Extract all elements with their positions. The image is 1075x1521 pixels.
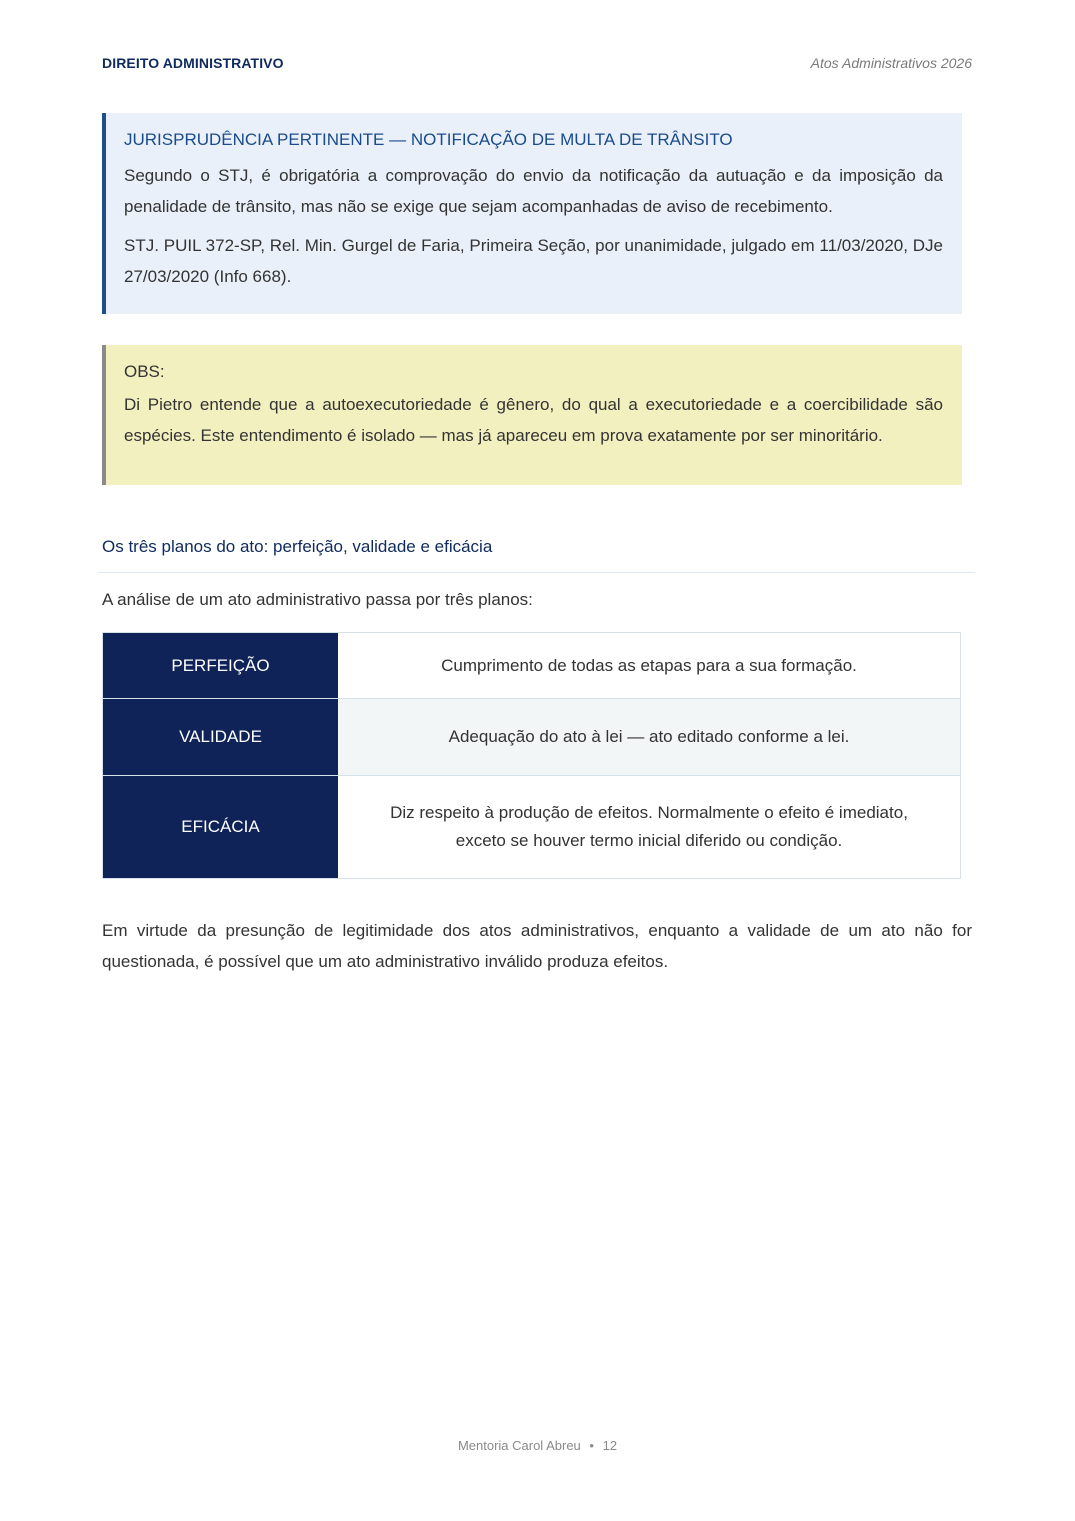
page-number: 12 <box>602 1438 618 1453</box>
plane-description-cell: Cumprimento de todas as etapas para a sua formação. <box>338 633 961 699</box>
footer-author: Mentoria Carol Abreu <box>457 1438 581 1453</box>
table-row <box>103 776 961 879</box>
plane-name-cell: EFICÁCIA <box>103 776 339 879</box>
jurisprudence-title: JURISPRUDÊNCIA PERTINENTE — NOTIFICAÇÃO DE MULTA DE TRÂNSITO <box>124 130 733 149</box>
section-divider <box>98 572 975 573</box>
obs-label: OBS: <box>124 362 165 381</box>
plane-name-cell: VALIDADE <box>103 699 339 776</box>
jurisprudence-text: Segundo o STJ, é obrigatória a comprovação do envio da notificação da autuação e da imposição da penalidade de trânsito, mas não se exige que sejam acompanhadas de aviso de recebimento. <box>124 166 943 216</box>
jurisprudence-callout <box>102 113 962 314</box>
closing-paragraph: Em virtude da presunção de legitimidade dos atos administrativos, enquanto a validade de um ato não for questionada, é possível que um ato administrativo inválido produza efeitos. <box>102 921 972 971</box>
section-title: Os três planos do ato: perfeição, validade e eficácia <box>102 537 493 556</box>
header-subject: DIREITO ADMINISTRATIVO <box>102 55 284 71</box>
table-row <box>103 699 961 776</box>
jurisprudence-reference: STJ. PUIL 372-SP, Rel. Min. Gurgel de Faria, Primeira Seção, por unanimidade, julgado em 11/03/2020, DJe 27/03/2020 (Info 668). <box>124 236 943 286</box>
obs-callout <box>102 345 962 485</box>
obs-text: Di Pietro entende que a autoexecutoriedade é gênero, do qual a executoriedade e a coercibilidade são espécies. Este entendimento é isolado — mas já apareceu em prova exatamente por ser minoritário. <box>124 395 943 445</box>
table-row <box>103 633 961 699</box>
plane-description-cell: Adequação do ato à lei — ato editado conforme a lei. <box>338 699 961 776</box>
planes-table <box>102 632 961 879</box>
plane-name-cell: PERFEIÇÃO <box>103 633 339 699</box>
section-intro: A análise de um ato administrativo passa por três planos: <box>102 590 533 609</box>
page-footer <box>0 1438 1075 1453</box>
footer-separator: • <box>589 1438 594 1453</box>
plane-description-cell: Diz respeito à produção de efeitos. Normalmente o efeito é imediato, exceto se houver termo inicial diferido ou condição. <box>338 776 961 879</box>
header-topic: Atos Administrativos 2026 <box>810 55 972 71</box>
